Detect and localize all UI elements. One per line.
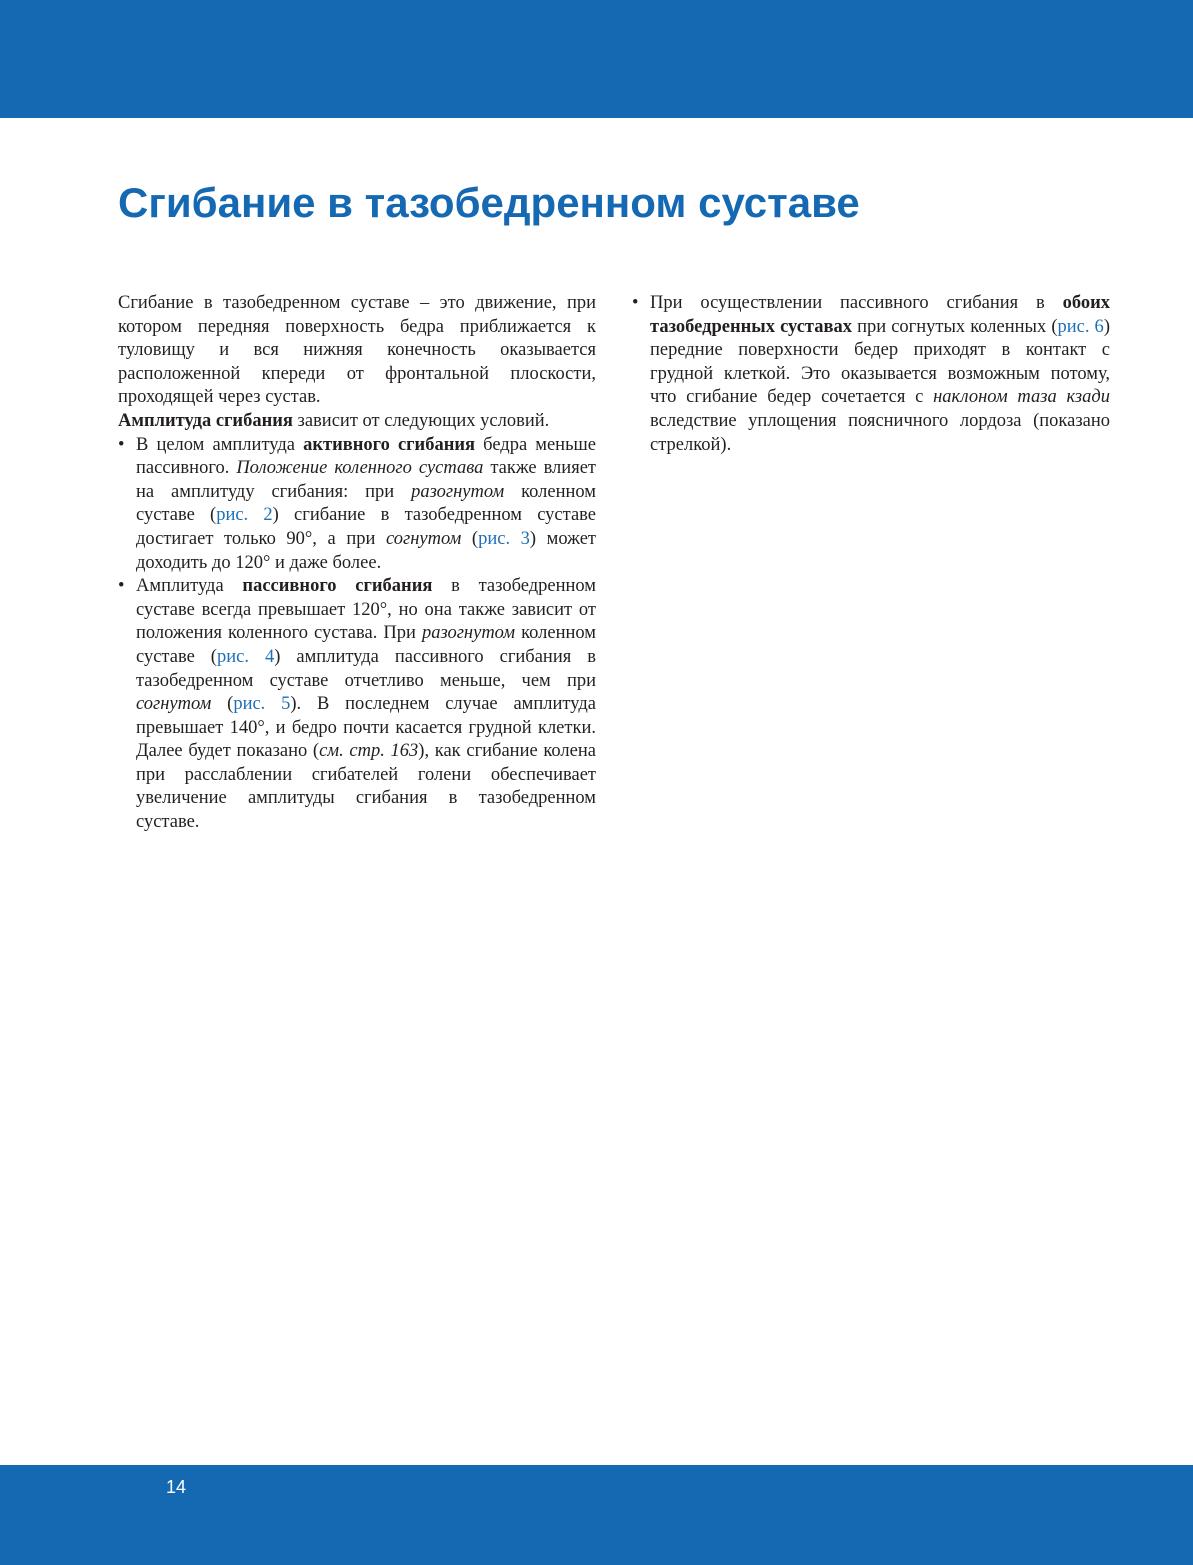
text-column-left: [118, 292, 596, 835]
text-column-right: [632, 292, 1110, 457]
page-number: 14: [166, 1477, 187, 1497]
list-item-active-flexion: • В целом амплитуда активного сгибания бедра меньше пассивного. Положение коленного сустава также влияет на амплитуду сгибания: при разогнутом коленном суставе (рис. 2) сгибание в тазобедренном суставе достигает только 90°, а при согнутом (рис. 3) может доходить до 120° и даже более.: [118, 434, 596, 576]
amplitude-paragraph: Амплитуда сгибания зависит от следующих условий.: [118, 410, 550, 431]
figure-link-6[interactable]: рис. 6: [1057, 316, 1104, 337]
figure-link-5[interactable]: рис. 5: [233, 694, 291, 715]
amplitude-term: Амплитуда сгибания: [118, 410, 293, 431]
figure-link-4[interactable]: рис. 4: [216, 646, 275, 667]
conditions-list-continued: [632, 292, 1110, 457]
conditions-list: [118, 434, 596, 835]
figure-link-3[interactable]: рис. 3: [478, 528, 530, 549]
figure-link-2[interactable]: рис. 2: [216, 505, 273, 526]
page-title: Сгибание в тазобедренном суставе: [118, 179, 860, 226]
list-item-both-hips: • При осуществлении пассивного сгибания в обоих тазобедренных суставах при согнутых коленных (рис. 6) передние поверхности бедер приходят в контакт с грудной клеткой. Это оказывается возможным потому, что сгибание бедер сочетается с наклоном таза кзади вследствие уплощения поясничного лордоза (показано стрелкой).: [632, 292, 1110, 457]
list-item-passive-flexion: • Амплитуда пассивного сгибания в тазобедренном суставе всегда превышает 120°, но она также зависит от положения коленного сустава. При разогнутом коленном суставе (рис. 4) амплитуда пассивного сгибания в тазобедренном суставе отчетливо меньше, чем при согнутом (рис. 5). В последнем случае амплитуда превышает 140°, и бедро почти касается грудной клетки. Далее будет показано (см. стр. 163), как сгибание колена при расслаблении сгибателей голени обеспечивает увеличение амплитуды сгибания в тазобедренном суставе.: [118, 575, 596, 835]
intro-paragraph: Сгибание в тазобедренном суставе – это движение, при котором передняя поверхность бедра приближается к туловищу и вся нижняя конечность оказывается расположенной кпереди от фронтальной плоскости, проходящей через сустав.: [118, 293, 596, 408]
header-band: [0, 0, 1193, 118]
